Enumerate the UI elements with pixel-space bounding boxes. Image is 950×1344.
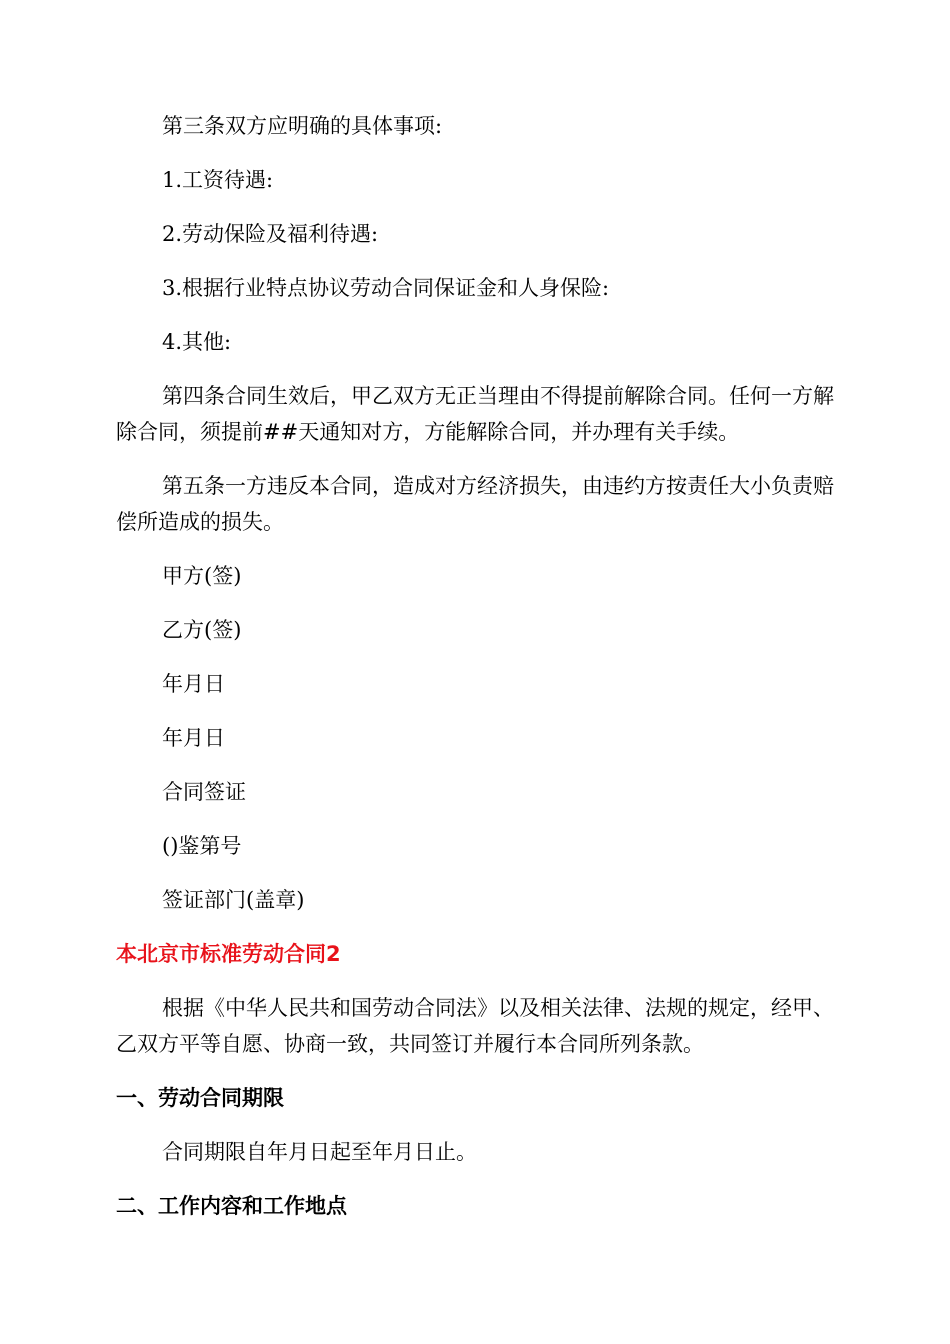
paragraph-article-4: 第四条合同生效后，甲乙双方无正当理由不得提前解除合同。任何一方解除合同，须提前##天通知对方，方能解除合同，并办理有关手续。 xyxy=(116,384,834,444)
signature-party-a: 甲方(签) xyxy=(162,564,242,588)
certification-department: 签证部门(盖章) xyxy=(162,888,305,912)
paragraph-item-1: 1.工资待遇: xyxy=(162,168,274,192)
paragraph-item-4: 4.其他: xyxy=(162,330,232,354)
section-title: 本北京市标准劳动合同2 xyxy=(116,942,341,966)
paragraph-article-3: 第三条双方应明确的具体事项: xyxy=(162,114,443,138)
date-line-2: 年月日 xyxy=(162,726,225,750)
intro-paragraph: 根据《中华人民共和国劳动合同法》以及相关法律、法规的规定，经甲、乙双方平等自愿、协商一致，共同签订并履行本合同所列条款。 xyxy=(116,996,834,1056)
paragraph-item-3: 3.根据行业特点协议劳动合同保证金和人身保险: xyxy=(162,276,610,300)
paragraph-contract-term: 合同期限自年月日起至年月日止。 xyxy=(162,1140,477,1164)
date-line-1: 年月日 xyxy=(162,672,225,696)
signature-party-b: 乙方(签) xyxy=(162,618,242,642)
heading-work-content: 二、工作内容和工作地点 xyxy=(116,1194,347,1218)
heading-contract-term: 一、劳动合同期限 xyxy=(116,1086,284,1110)
paragraph-article-5: 第五条一方违反本合同，造成对方经济损失，由违约方按责任大小负责赔偿所造成的损失。 xyxy=(116,474,834,534)
document-body xyxy=(116,108,836,1242)
paragraph-item-2: 2.劳动保险及福利待遇: xyxy=(162,222,379,246)
contract-certification: 合同签证 xyxy=(162,780,246,804)
certification-number: ()鉴第号 xyxy=(162,834,242,858)
